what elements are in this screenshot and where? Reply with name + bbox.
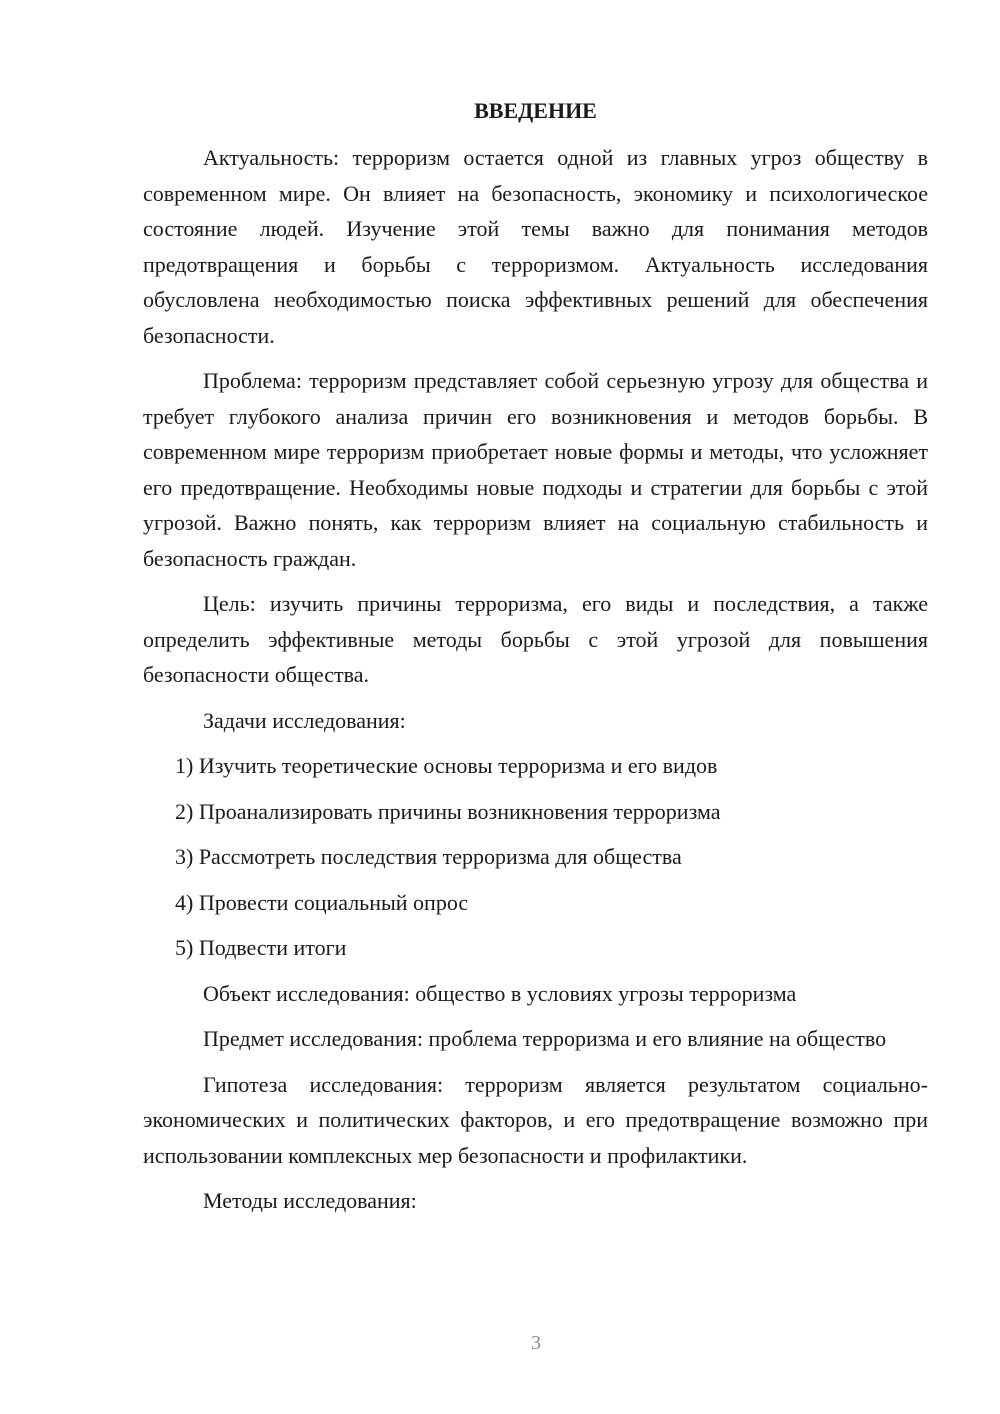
paragraph-relevance: Актуальность: терроризм остается одной из главных угроз обществу в современном мире. Он влияет на безопасность, экономику и психологическое состояние людей. Изучение этой темы важно для понимания методов предотвращения и борьбы с терроризмом. Актуальность исследования обусловлена необходимостью поиска эффективных решений для обеспечения безопасности. [143,145,928,348]
paragraph-subject: Предмет исследования: проблема терроризма и его влияние на общество [203,1026,887,1051]
task-item: 4) Провести социальный опрос [175,889,469,915]
page-number: 3 [531,1332,541,1354]
task-item: 1) Изучить теоретические основы терроризма и его видов [175,753,718,778]
paragraph-hypothesis: Гипотеза исследования: терроризм является результатом социально-экономических и политических факторов, и его предотвращение возможно при использовании комплексных мер безопасности и профилактики. [143,1071,928,1168]
tasks-heading: Задачи исследования: [203,707,406,733]
section-title: ВВЕДЕНИЕ [474,98,597,123]
page-content [143,96,928,1229]
methods-heading: Методы исследования: [203,1188,417,1213]
paragraph-problem: Проблема: терроризм представляет собой серьезную угрозу для общества и требует глубокого анализа причин его возникновения и методов борьбы. В современном мире терроризм приобретает новые формы и методы, что усложняет его предотвращение. Необходимы новые подходы и стратегии для борьбы с этой угрозой. Важно понять, как терроризм влияет на социальную стабильность и безопасность граждан. [143,368,928,571]
task-item: 2) Проанализировать причины возникновения терроризма [175,798,721,824]
paragraph-object: Объект исследования: общество в условиях угрозы терроризма [203,980,797,1006]
paragraph-goal: Цель: изучить причины терроризма, его виды и последствия, а также определить эффективные методы борьбы с этой угрозой для повышения безопасности общества. [143,591,928,687]
task-item: 5) Подвести итоги [175,935,347,960]
task-item: 3) Рассмотреть последствия терроризма для общества [175,844,682,869]
